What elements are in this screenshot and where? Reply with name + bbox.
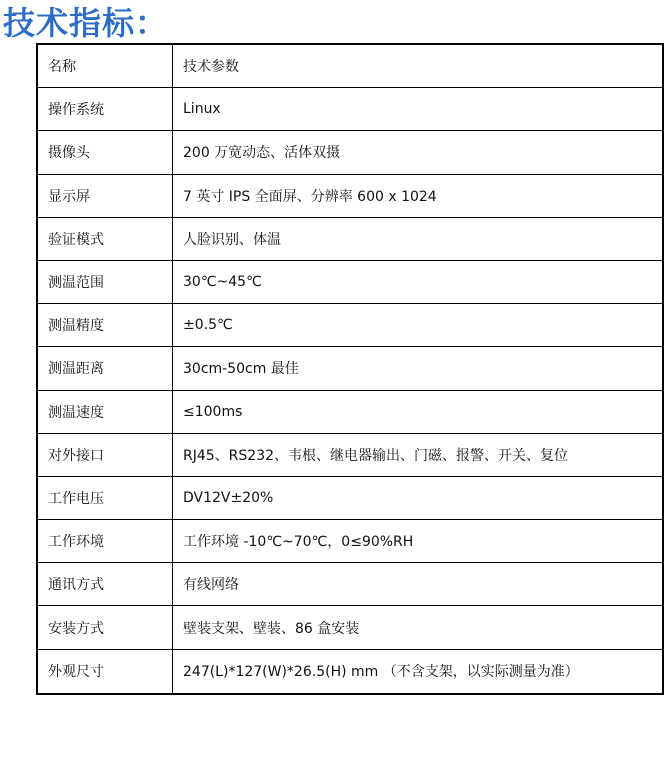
param-value: 壁装支架、壁装、86 盒安装 xyxy=(173,606,662,649)
param-name: 名称 xyxy=(38,45,173,88)
param-value: 工作环境 -10℃~70℃，0≤90%RH xyxy=(173,520,662,563)
param-name: 测温速度 xyxy=(38,391,173,434)
param-value: ±0.5℃ xyxy=(173,304,662,347)
param-value: Linux xyxy=(173,88,662,131)
param-name: 测温精度 xyxy=(38,304,173,347)
param-name: 通讯方式 xyxy=(38,563,173,606)
param-value: 有线网络 xyxy=(173,563,662,606)
param-name: 对外接口 xyxy=(38,434,173,477)
table-row xyxy=(38,434,662,477)
param-name: 显示屏 xyxy=(38,175,173,218)
param-name: 工作电压 xyxy=(38,477,173,520)
param-name: 测温范围 xyxy=(38,261,173,304)
table-row xyxy=(38,175,662,218)
table-row xyxy=(38,218,662,261)
param-name: 测温距离 xyxy=(38,347,173,390)
param-value: 30℃~45℃ xyxy=(173,261,662,304)
table-row xyxy=(38,606,662,649)
table-row xyxy=(38,563,662,606)
param-name: 验证模式 xyxy=(38,218,173,261)
param-value: ≤100ms xyxy=(173,391,662,434)
param-name: 工作环境 xyxy=(38,520,173,563)
param-name: 安装方式 xyxy=(38,606,173,649)
param-value: DV12V±20% xyxy=(173,477,662,520)
param-value: 30cm-50cm 最佳 xyxy=(173,347,662,390)
param-value: RJ45、RS232、韦根、继电器输出、门磁、报警、开关、复位 xyxy=(173,434,662,477)
param-name: 操作系统 xyxy=(38,88,173,131)
table-row xyxy=(38,520,662,563)
param-value: 技术参数 xyxy=(173,45,662,88)
table-row xyxy=(38,650,662,693)
table-row xyxy=(38,304,662,347)
param-value: 人脸识别、体温 xyxy=(173,218,662,261)
section-title: 技术指标： xyxy=(3,4,169,42)
table-row xyxy=(38,261,662,304)
param-value: 200 万宽动态、活体双摄 xyxy=(173,131,662,174)
table-row xyxy=(38,88,662,131)
table-row xyxy=(38,131,662,174)
table-row xyxy=(38,45,662,88)
param-value: 7 英寸 IPS 全面屏、分辨率 600 x 1024 xyxy=(173,175,662,218)
param-name: 外观尺寸 xyxy=(38,650,173,693)
param-name: 摄像头 xyxy=(38,131,173,174)
param-value: 247(L)*127(W)*26.5(H) mm （不含支架，以实际测量为准） xyxy=(183,664,579,681)
spec-table xyxy=(36,43,664,695)
table-row xyxy=(38,347,662,390)
table-row xyxy=(38,477,662,520)
table-row xyxy=(38,391,662,434)
